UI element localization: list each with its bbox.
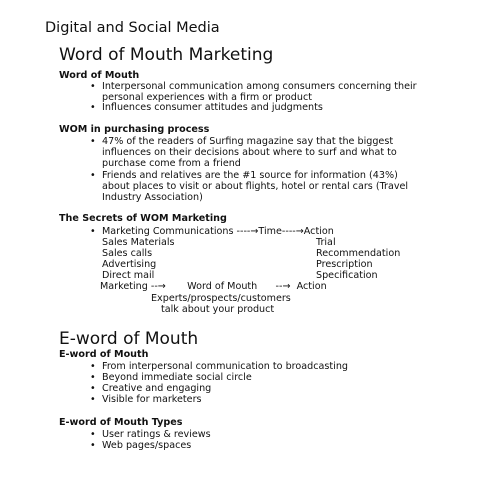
section-heading-eword-of-mouth: E-word of Mouth bbox=[59, 329, 199, 349]
bullet-continuation: purchase come from a friend bbox=[102, 158, 241, 169]
left-col-item: Advertising bbox=[102, 259, 157, 270]
bullet-icon: • bbox=[90, 81, 96, 92]
bullet-item: • Web pages/spaces bbox=[90, 440, 192, 451]
marketing-flow-line: Marketing --→ Word of Mouth --→ Action bbox=[100, 281, 327, 292]
left-col-item: Direct mail bbox=[102, 270, 155, 281]
bullet-item: • User ratings & reviews bbox=[90, 429, 211, 440]
subheading-purchasing-process: WOM in purchasing process bbox=[59, 124, 210, 135]
bullet-icon: • bbox=[90, 361, 96, 372]
bullet-continuation: influences on their decisions about where to surf and what to bbox=[102, 147, 397, 158]
right-col-item: Trial bbox=[316, 237, 336, 248]
bullet-item: • From interpersonal communication to broadcasting bbox=[90, 361, 348, 372]
right-col-item: Recommendation bbox=[316, 248, 401, 259]
bullet-continuation: about places to visit or about flights, hotel or rental cars (Travel bbox=[102, 181, 409, 192]
section-heading-wom-marketing: Word of Mouth Marketing bbox=[59, 45, 274, 65]
bullet-item: • Influences consumer attitudes and judgments bbox=[90, 102, 323, 113]
bullet-icon: • bbox=[90, 372, 96, 383]
bullet-icon: • bbox=[90, 429, 96, 440]
bullet-icon: • bbox=[90, 136, 96, 147]
bullet-icon: • bbox=[90, 170, 96, 181]
bullet-icon: • bbox=[90, 394, 96, 405]
bullet-continuation: Industry Association) bbox=[102, 192, 203, 203]
bullet-continuation: personal experiences with a firm or product bbox=[102, 92, 313, 103]
bullet-item: • 47% of the readers of Surfing magazine say that the biggest bbox=[90, 136, 394, 147]
bullet-icon: • bbox=[90, 226, 96, 237]
subheading-eword-types: E-word of Mouth Types bbox=[59, 417, 183, 428]
subheading-eword-of-mouth: E-word of Mouth bbox=[59, 349, 149, 360]
bullet-icon: • bbox=[90, 102, 96, 113]
right-col-item: Specification bbox=[316, 270, 378, 281]
left-col-item: Sales calls bbox=[102, 248, 153, 259]
bullet-item: • Beyond immediate social circle bbox=[90, 372, 252, 383]
bullet-item: • Creative and engaging bbox=[90, 383, 212, 394]
flow-line: • Marketing Communications ----→Time----→Action bbox=[90, 226, 334, 237]
subheading-secrets: The Secrets of WOM Marketing bbox=[59, 213, 227, 224]
subheading-word-of-mouth: Word of Mouth bbox=[59, 70, 140, 81]
page-title: Digital and Social Media bbox=[45, 20, 220, 36]
bullet-item: • Friends and relatives are the #1 source for information (43%) bbox=[90, 170, 398, 181]
bullet-item: • Visible for marketers bbox=[90, 394, 202, 405]
bullet-item: • Interpersonal communication among consumers concerning their bbox=[90, 81, 417, 92]
right-col-item: Prescription bbox=[316, 259, 373, 270]
bullet-icon: • bbox=[90, 440, 96, 451]
left-col-item: Sales Materials bbox=[102, 237, 175, 248]
experts-line: Experts/prospects/customers bbox=[151, 293, 291, 304]
bullet-icon: • bbox=[90, 383, 96, 394]
talk-line: talk about your product bbox=[161, 304, 275, 315]
